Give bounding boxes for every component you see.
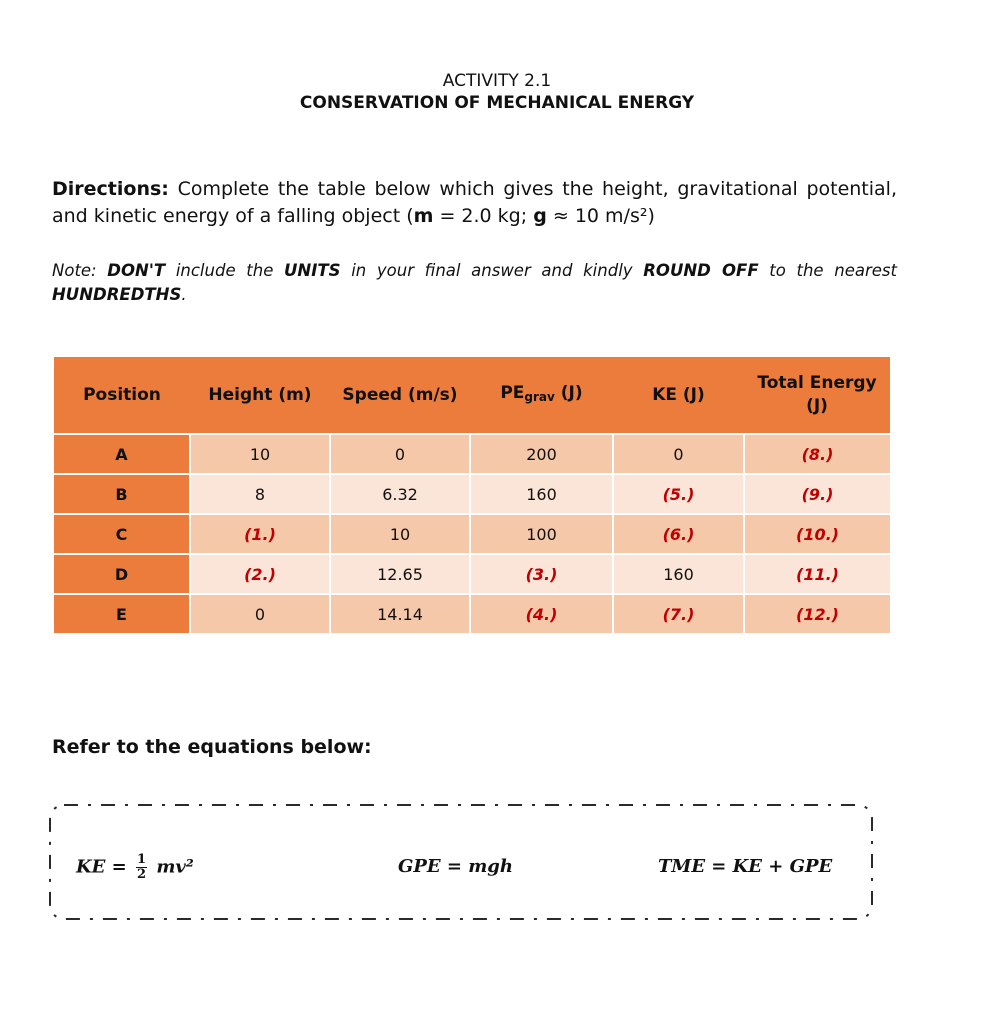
header-pe-unit: (J) <box>560 382 583 403</box>
tme-equation: TME = KE + GPE <box>658 856 833 877</box>
refer-heading: Refer to the equations below: <box>52 736 372 758</box>
mass-value: = 2.0 kg; <box>439 205 528 227</box>
cell-position: A <box>54 434 190 474</box>
cell-position: B <box>54 474 190 514</box>
gravity-symbol: g <box>533 205 547 227</box>
note-bold-hundredths: HUNDREDTHS <box>52 285 182 304</box>
cell-height-blank: (2.) <box>190 554 330 594</box>
cell-speed: 14.14 <box>330 594 470 633</box>
cell-speed: 0 <box>330 434 470 474</box>
cell-total-blank: (9.) <box>744 474 890 514</box>
note-paragraph <box>52 259 897 307</box>
gravity-value: ≈ 10 m/s²) <box>552 205 655 227</box>
activity-title: CONSERVATION OF MECHANICAL ENERGY <box>299 93 695 113</box>
note-text-3: to the nearest <box>769 261 897 280</box>
cell-total-blank: (8.) <box>744 434 890 474</box>
header-height: Height (m) <box>190 357 330 434</box>
table-row <box>54 594 890 633</box>
cell-pe-blank: (3.) <box>470 554 613 594</box>
ke-equation <box>76 853 194 882</box>
header-ke: KE (J) <box>613 357 744 434</box>
cell-total-blank: (10.) <box>744 514 890 554</box>
cell-height: 10 <box>190 434 330 474</box>
mass-symbol: m <box>413 205 434 227</box>
cell-ke: 0 <box>613 434 744 474</box>
note-bold-dont: DON'T <box>107 261 166 280</box>
directions-label: Directions: <box>52 178 169 200</box>
equations-box <box>48 803 874 921</box>
cell-pe: 100 <box>470 514 613 554</box>
one-half-fraction <box>136 853 147 882</box>
cell-ke-blank: (6.) <box>613 514 744 554</box>
note-end: . <box>181 285 187 304</box>
cell-pe: 160 <box>470 474 613 514</box>
title-block <box>0 70 994 114</box>
header-position: Position <box>54 357 190 434</box>
header-speed-label: Speed (m/s) <box>342 384 458 405</box>
cell-pe-blank: (4.) <box>470 594 613 633</box>
cell-position: D <box>54 554 190 594</box>
cell-total-blank: (12.) <box>744 594 890 633</box>
cell-speed: 12.65 <box>330 554 470 594</box>
fraction-denominator: 2 <box>137 867 147 882</box>
note-prefix: Note: <box>52 261 97 280</box>
cell-position: C <box>54 514 190 554</box>
gpe-equation: GPE = mgh <box>398 856 513 877</box>
ke-rhs: mv² <box>156 856 194 878</box>
energy-table <box>54 357 890 633</box>
note-text-1: include the <box>175 261 274 280</box>
ke-lhs: KE = <box>76 856 127 878</box>
cell-speed: 6.32 <box>330 474 470 514</box>
header-pe-subscript: grav <box>524 389 555 404</box>
header-total: Total Energy (J) <box>744 357 890 434</box>
directions-paragraph <box>52 176 897 230</box>
table-row <box>54 434 890 474</box>
table-row <box>54 554 890 594</box>
header-pe <box>470 357 613 434</box>
directions-text: Complete the table below which gives the height, gravitational potential, and kinetic energy of a falling object ( <box>52 178 897 227</box>
note-bold-round-off: ROUND OFF <box>643 261 759 280</box>
cell-total-blank: (11.) <box>744 554 890 594</box>
cell-ke-blank: (5.) <box>613 474 744 514</box>
cell-height: 8 <box>190 474 330 514</box>
cell-position: E <box>54 594 190 633</box>
note-bold-units: UNITS <box>284 261 341 280</box>
cell-height-blank: (1.) <box>190 514 330 554</box>
table-header-row <box>54 357 890 434</box>
fraction-numerator: 1 <box>137 852 147 867</box>
activity-number: ACTIVITY 2.1 <box>442 71 552 91</box>
cell-pe: 200 <box>470 434 613 474</box>
header-pe-main: PE <box>500 382 525 403</box>
note-text-2: in your final answer and kindly <box>351 261 633 280</box>
cell-ke: 160 <box>613 554 744 594</box>
header-speed <box>330 357 470 434</box>
cell-ke-blank: (7.) <box>613 594 744 633</box>
cell-speed: 10 <box>330 514 470 554</box>
table-row <box>54 514 890 554</box>
table-row <box>54 474 890 514</box>
cell-height: 0 <box>190 594 330 633</box>
